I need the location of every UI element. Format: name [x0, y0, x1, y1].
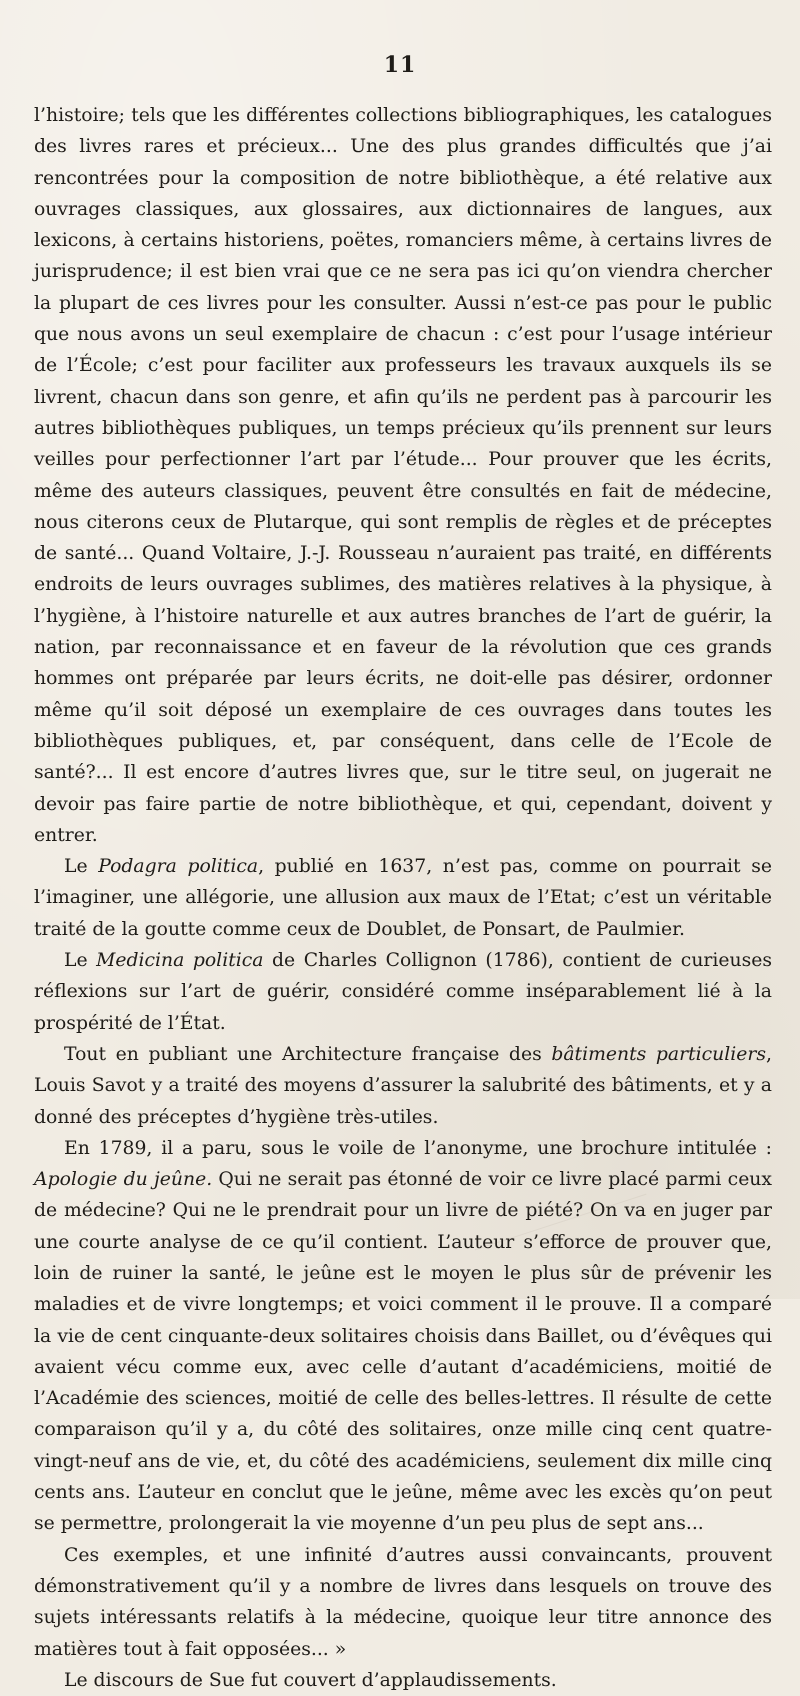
paragraph-text: Le	[64, 950, 97, 972]
paragraph-text: Le	[64, 856, 99, 878]
paragraph-7	[34, 1665, 772, 1696]
book-title-medicina: Medicina politica	[96, 950, 264, 972]
paragraph-text: En 1789, il a paru, sous le voile de l’anonyme, une brochure intitulée :	[64, 1137, 772, 1159]
paragraph-text: l’histoire; tels que les différentes collections bibliographiques, les catalogues des livres rares et précieux... Une des plus grandes difficultés que j’ai rencontrées pour la composition de notre bibliothèque, a été relative aux ouvrages classiques, aux glossaires, aux dictionnaires de langues, aux lexicons, à certains historiens, poëtes, romanciers même, à certains livres de jurisprudence; il est bien vrai que ce ne sera pas ici qu’on viendra chercher la plupart de ces livres pour les consulter. Aussi n’est-ce pas pour le public que nous avons un seul exemplaire de chacun : c’est pour l’usage intérieur de l’École; c’est pour faciliter aux professeurs les travaux auxquels ils se livrent, chacun dans son genre, et afin qu’ils ne perdent pas à parcourir les autres bibliothèques publiques, un temps précieux qu’ils prennent sur leurs veilles pour perfectionner l’art par l’étude... Pour prouver que les écrits, même des auteurs classiques, peuvent être consultés en fait de médecine, nous citerons ceux de Plutarque, qui sont remplis de règles et de préceptes de santé... Quand Voltaire, J.-J. Rousseau n’auraient pas traité, en différents endroits de leurs ouvrages sublimes, des matières relatives à la physique, à l’hygiène, à l’histoire naturelle et aux autres branches de l’art de guérir, la nation, par reconnaissance et en faveur de la révolution que ces grands hommes ont préparée par leurs écrits, ne doit-elle pas désirer, ordonner même qu’il soit déposé un exemplaire de ces ouvrages dans toutes les bibliothèques publiques, et, par conséquent, dans celle de l’Ecole de santé?... Il est encore d’autres livres que, sur le titre seul, on jugerait ne devoir pas faire partie de notre bibliothèque, et qui, cependant, doivent y entrer.	[34, 105, 772, 846]
page-number: 11	[383, 52, 417, 78]
paragraph-2	[34, 851, 772, 945]
paragraph-4	[34, 1039, 772, 1133]
paragraph-text: , publié en 1637, n’est pas, comme on pourrait se l’imaginer, une allégorie, une allusion aux maux de l’Etat; c’est un véritable traité de la goutte comme ceux de Doublet, de Ponsart, de Paulmier.	[34, 856, 772, 940]
paragraph-1	[34, 100, 772, 851]
paragraph-6	[34, 1540, 772, 1665]
paragraph-text: Qui ne serait pas étonné de voir ce livre placé parmi ceux de médecine? Qui ne le prendrait pour un livre de piété? On va en juger par une courte analyse de ce qu’il contient. L’auteur s’efforce de prouver que, loin de ruiner la santé, le jeûne est le moyen le plus sûr de prévenir les maladies et de vivre longtemps; et voici comment il le prouve. Il a comparé la vie de cent cinquante-deux solitaires choisis dans Baillet, ou d’évêques qui avaient vécu comme eux, avec celle d’autant d’académiciens, moitié de l’Académie des sciences, moitié de celle des belles-lettres. Il résulte de cette comparaison qu’il y a, du côté des solitaires, onze mille cinq cent quatre-vingt-neuf ans de vie, et, du côté des académiciens, seulement dix mille cinq cents ans. L’auteur en conclut que le jeûne, même avec les excès qu’on peut se permettre, prolongerait la vie moyenne d’un peu plus de sept ans...	[34, 1169, 772, 1535]
paragraph-5	[34, 1133, 772, 1540]
body-text	[34, 100, 772, 1696]
paragraph-text: Ces exemples, et une infinité d’autres aussi convaincants, prouvent démonstrativement qu’il y a nombre de livres dans lesquels on trouve des sujets intéressants relatifs à la médecine, quoique leur titre annonce des matières tout à fait opposées... »	[34, 1544, 772, 1660]
paragraph-text: Tout en publiant une Architecture française des	[64, 1043, 552, 1065]
italic-phrase-batiments: bâtiments particuliers	[551, 1043, 767, 1065]
paragraph-text: de Charles Collignon (1786), contient de curieuses réflexions sur l’art de guérir, considéré comme inséparablement lié à la prospérité de l’État.	[34, 950, 772, 1034]
paragraph-text: , Louis Savot y a traité des moyens d’assurer la salubrité des bâtiments, et y a donné des préceptes d’hygiène très-utiles.	[34, 1043, 773, 1128]
paragraph-3	[34, 945, 772, 1039]
paragraph-text: Le discours de Sue fut couvert d’applaudissements.	[64, 1669, 557, 1691]
book-title-apologie: Apologie du jeûne.	[34, 1169, 213, 1191]
book-title-podagra: Podagra politica	[98, 856, 259, 878]
